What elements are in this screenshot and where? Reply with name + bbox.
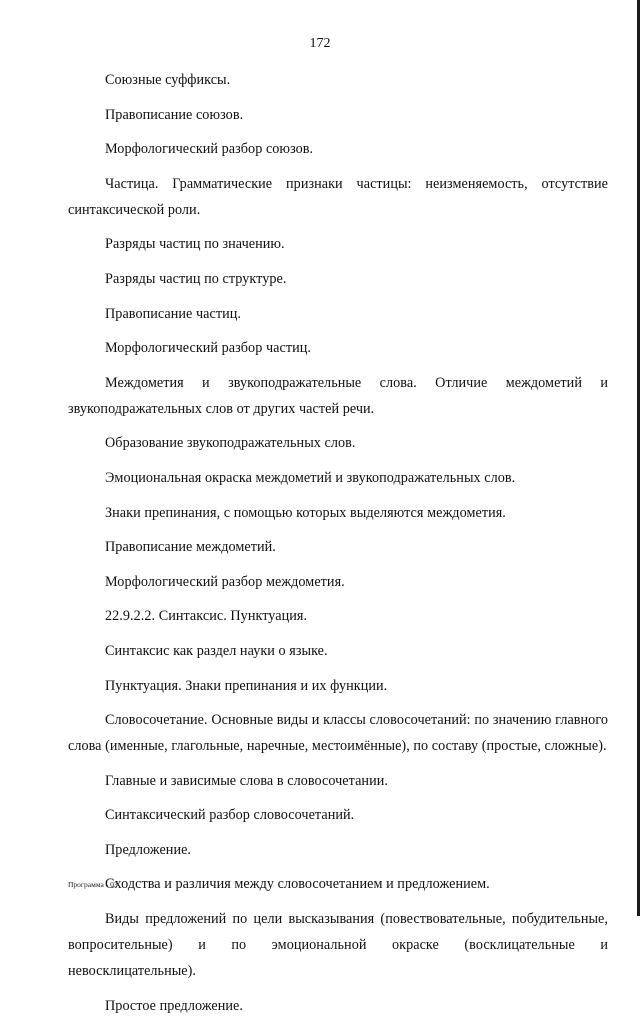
paragraph: Междометия и звукоподражательные слова. Отличие междометий и звукоподражательных слов от других частей речи. [68, 374, 608, 417]
paragraph: Знаки препинания, с помощью которых выделяются междометия. [105, 504, 506, 521]
paragraph: Простое предложение. [105, 997, 243, 1014]
paragraph: Морфологический разбор междометия. [105, 573, 345, 590]
paragraph: Частица. Грамматические признаки частицы: неизменяемость, отсутствие синтаксической роли. [68, 175, 608, 218]
paragraph: Образование звукоподражательных слов. [105, 435, 356, 452]
page-body [68, 67, 608, 1027]
paragraph: Синтаксический разбор словосочетаний. [105, 807, 355, 824]
paragraph: Виды предложений по цели высказывания (повествовательные, побудительные, вопросительные) и по эмоциональной окраске (восклицательные и невосклицательные). [68, 911, 608, 980]
paragraph: Пунктуация. Знаки препинания и их функции. [105, 677, 388, 694]
page-number: 172 [309, 36, 331, 51]
paragraph: Эмоциональная окраска междометий и звукоподражательных слов. [105, 469, 516, 486]
paragraph: Разряды частиц по значению. [105, 236, 285, 253]
paragraph: Словосочетание. Основные виды и классы словосочетаний: по значению главного слова (именные, глагольные, наречные, местоимённые), по составу (простые, сложные). [68, 712, 608, 755]
paragraph: Сходства и различия между словосочетанием и предложением. [105, 876, 490, 893]
section-heading: 22.9.2.2. Синтаксис. Пунктуация. [105, 608, 308, 625]
paragraph: Морфологический разбор частиц. [105, 340, 311, 357]
paragraph: Морфологический разбор союзов. [105, 141, 314, 158]
footer-label: Программа - 03 [68, 880, 118, 889]
paragraph: Правописание союзов. [105, 106, 244, 123]
paragraph: Главные и зависимые слова в словосочетании. [105, 772, 388, 789]
paragraph: Правописание междометий. [105, 539, 276, 556]
paragraph: Правописание частиц. [105, 305, 241, 322]
paragraph: Синтаксис как раздел науки о языке. [105, 642, 328, 659]
paragraph: Разряды частиц по структуре. [105, 270, 287, 287]
paragraph: Союзные суффиксы. [105, 72, 231, 88]
paragraph: Предложение. [105, 841, 192, 858]
